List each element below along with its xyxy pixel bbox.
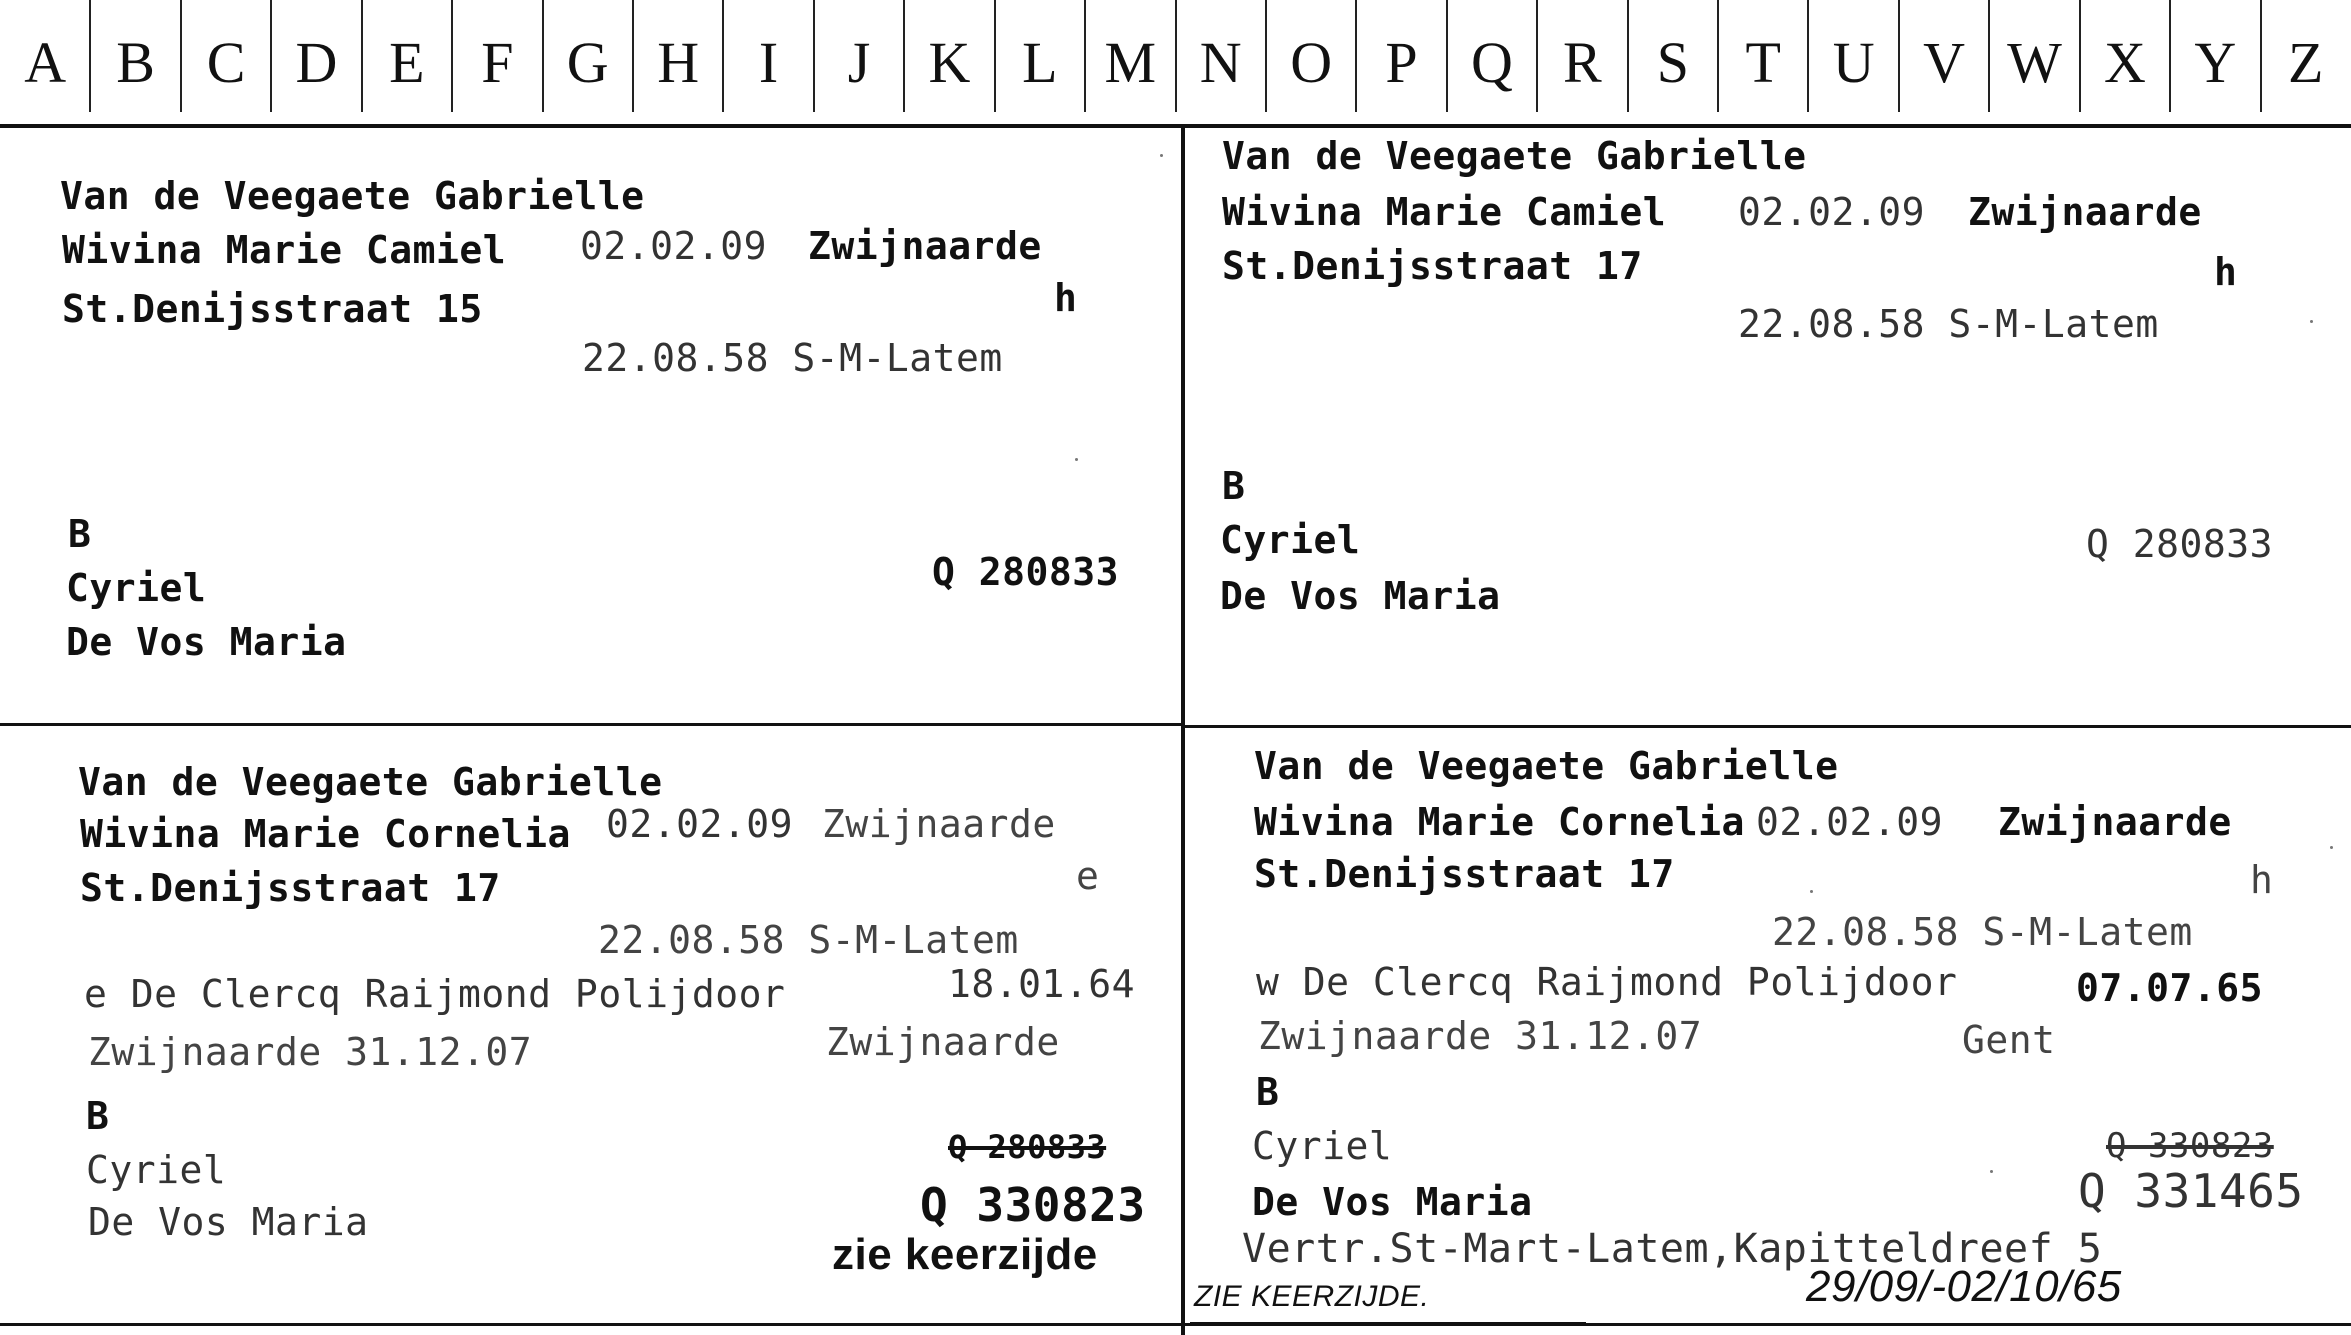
alphabet-letter-y: Y (2194, 29, 2237, 95)
card-name: Van de Veegaete Gabrielle (1222, 134, 1807, 178)
alphabet-separator (361, 0, 363, 112)
card-number: Q 280833 (932, 550, 1120, 594)
vertical-divider (1181, 124, 1185, 1335)
card-move: 22.08.58 S-M-Latem (1738, 302, 2159, 346)
card-given-names: Wivina Marie Camiel (62, 228, 507, 272)
card-birth-place: Zwijnaarde (1998, 800, 2232, 844)
bottom-edge-line (0, 1323, 2351, 1326)
alphabet-separator (542, 0, 544, 112)
card-number: Q 330823 (920, 1178, 1146, 1232)
alphabet-letter-v: V (1923, 29, 1966, 95)
card-mark: h (2250, 858, 2274, 902)
alphabet-separator (903, 0, 905, 112)
alphabet-separator (1717, 0, 1719, 112)
card-move: 22.08.58 S-M-Latem (598, 918, 1019, 962)
alphabet-separator (1898, 0, 1900, 112)
card-father: Cyriel (66, 566, 207, 610)
card-spouse-date: 18.01.64 (948, 962, 1136, 1006)
card-name: Van de Veegaete Gabrielle (78, 760, 663, 804)
alphabet-letter-c: C (206, 29, 246, 95)
alphabet-letter-h: H (657, 29, 700, 95)
card-spouse-birth: Zwijnaarde 31.12.07 (88, 1030, 533, 1074)
alphabet-letter-z: Z (2288, 29, 2324, 95)
card-spouse-place: Gent (1962, 1018, 2056, 1062)
scan-speck (1990, 1170, 1993, 1173)
card-move: 22.08.58 S-M-Latem (1772, 910, 2193, 954)
scan-speck (1075, 458, 1078, 461)
alphabet-separator (2260, 0, 2262, 112)
scan-speck (2330, 846, 2333, 849)
alphabet-separator (1536, 0, 1538, 112)
card-address: St.Denijsstraat 17 (80, 866, 501, 910)
card-old-number: Q 280833 (948, 1128, 1107, 1166)
card-father: Cyriel (86, 1148, 227, 1192)
card-move: 22.08.58 S-M-Latem (582, 336, 1003, 380)
card-name: Van de Veegaete Gabrielle (60, 174, 645, 218)
card-mother: De Vos Maria (88, 1200, 369, 1244)
card-given-names: Wivina Marie Camiel (1222, 190, 1667, 234)
card-address: St.Denijsstraat 17 (1254, 852, 1675, 896)
handwritten-note: ZIE KEERZIJDE. (1194, 1280, 1430, 1313)
card-birth-place: Zwijnaarde (1968, 190, 2202, 234)
card-status: B (68, 512, 92, 556)
alphabet-letter-n: N (1199, 29, 1242, 95)
scan-speck (1160, 154, 1163, 157)
alphabet-letter-b: B (116, 29, 155, 95)
alphabet-separator (1175, 0, 1177, 112)
alphabet-letter-x: X (2103, 29, 2146, 95)
alphabet-separator (813, 0, 815, 112)
alphabet-separator (451, 0, 453, 112)
handwritten-dates: 29/09/-02/10/65 (1806, 1262, 2122, 1311)
alphabet-separator (1265, 0, 1267, 112)
alphabet-index-bar (0, 0, 2351, 128)
alphabet-separator (2079, 0, 2081, 112)
horizontal-divider-left (0, 723, 1181, 726)
alphabet-letter-p: P (1385, 29, 1418, 95)
card-birth-date: 02.02.09 (1756, 800, 1944, 844)
alphabet-separator (994, 0, 996, 112)
alphabet-separator (722, 0, 724, 112)
alphabet-letter-d: D (295, 29, 338, 95)
alphabet-separator (632, 0, 634, 112)
card-mark: h (2214, 250, 2238, 294)
alphabet-letter-s: S (1656, 29, 1689, 95)
alphabet-letter-o: O (1290, 29, 1333, 95)
card-given-names: Wivina Marie Cornelia (1254, 800, 1745, 844)
card-mother: De Vos Maria (1252, 1180, 1533, 1224)
card-spouse: w De Clercq Raijmond Polijdoor (1256, 960, 1958, 1004)
alphabet-separator (1355, 0, 1357, 112)
alphabet-letter-m: M (1104, 29, 1157, 95)
card-birth-date: 02.02.09 (580, 224, 768, 268)
card-status: B (86, 1094, 110, 1138)
card-father: Cyriel (1220, 518, 1361, 562)
card-birth-date: 02.02.09 (1738, 190, 1926, 234)
alphabet-separator (89, 0, 91, 112)
card-note: zie keerzijde (832, 1230, 1098, 1279)
alphabet-letter-k: K (928, 29, 971, 95)
card-mother: De Vos Maria (66, 620, 347, 664)
card-father: Cyriel (1252, 1124, 1393, 1168)
card-old-number: Q 330823 (2106, 1126, 2274, 1166)
alphabet-letter-j: J (847, 29, 871, 95)
handwritten-underline (1190, 1322, 1586, 1325)
card-birth-date: 02.02.09 (606, 802, 794, 846)
horizontal-divider-right (1185, 725, 2351, 728)
alphabet-separator (1807, 0, 1809, 112)
alphabet-letter-g: G (566, 29, 609, 95)
card-number: Q 280833 (2086, 522, 2274, 566)
card-birth-place: Zwijnaarde (808, 224, 1042, 268)
scan-speck (2310, 320, 2313, 323)
alphabet-separator (1084, 0, 1086, 112)
alphabet-separator (1446, 0, 1448, 112)
alphabet-letter-f: F (481, 29, 514, 95)
card-status: B (1222, 464, 1246, 508)
card-mark: e (1076, 854, 1100, 898)
alphabet-separator (270, 0, 272, 112)
card-status: B (1256, 1070, 1280, 1114)
alphabet-separator (180, 0, 182, 112)
card-departure: Vertr.St-Mart-Latem,Kapitteldreef 5 (1242, 1226, 2103, 1272)
alphabet-letter-w: W (2007, 29, 2062, 95)
card-address: St.Denijsstraat 15 (62, 287, 483, 331)
card-spouse-place: Zwijnaarde (826, 1020, 1060, 1064)
card-birth-place: Zwijnaarde (822, 802, 1056, 846)
alphabet-letter-r: R (1563, 29, 1602, 95)
alphabet-letter-a: A (24, 29, 67, 95)
card-mother: De Vos Maria (1220, 574, 1501, 618)
alphabet-letter-l: L (1022, 29, 1058, 95)
card-address: St.Denijsstraat 17 (1222, 244, 1643, 288)
alphabet-letter-e: E (389, 29, 425, 95)
card-given-names: Wivina Marie Cornelia (80, 812, 571, 856)
card-spouse-birth: Zwijnaarde 31.12.07 (1258, 1014, 1703, 1058)
card-number: Q 331465 (2078, 1164, 2304, 1218)
card-spouse: e De Clercq Raijmond Polijdoor (84, 972, 786, 1016)
alphabet-letter-q: Q (1471, 29, 1513, 95)
alphabet-separator (1988, 0, 1990, 112)
card-mark: h (1054, 276, 1078, 320)
card-spouse-date: 07.07.65 (2076, 966, 2264, 1010)
alphabet-letter-i: I (758, 29, 779, 95)
alphabet-separator (1627, 0, 1629, 112)
alphabet-separator (2169, 0, 2171, 112)
alphabet-letter-u: U (1832, 29, 1875, 95)
card-name: Van de Veegaete Gabrielle (1254, 744, 1839, 788)
scan-speck (1810, 890, 1813, 893)
alphabet-letter-t: T (1745, 29, 1781, 95)
